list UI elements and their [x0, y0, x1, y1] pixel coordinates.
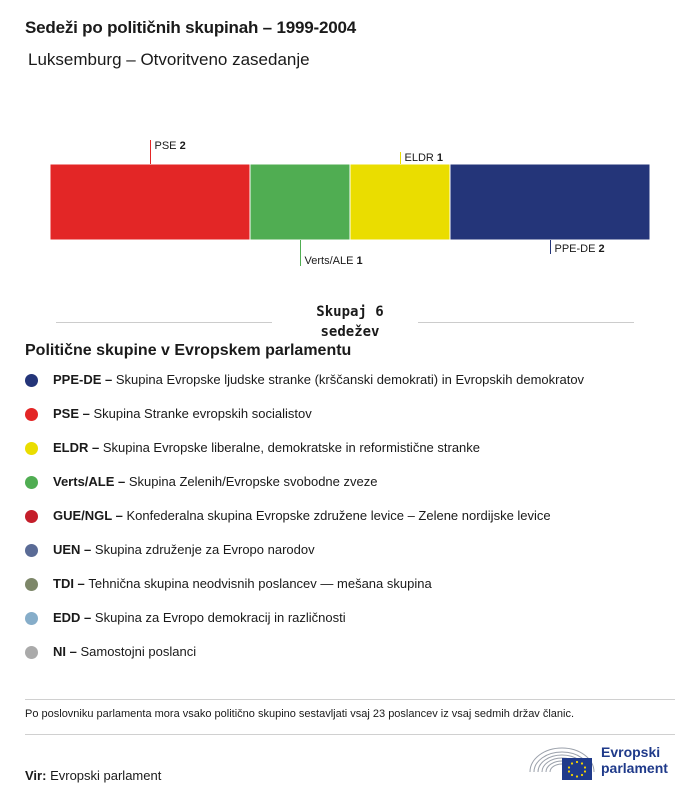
legend-abbr: Verts/ALE – [53, 474, 129, 489]
seat-bar-chart [0, 0, 700, 300]
legend-dot-eldr [25, 442, 38, 455]
legend-dot-verts-ale [25, 476, 38, 489]
legend-abbr: EDD – [53, 610, 95, 625]
legend-item-ni [25, 642, 685, 676]
legend-item-edd [25, 608, 685, 642]
legend-text-pse [53, 404, 312, 424]
legend-desc: Skupina Zelenih/Evropske svobodne zveze [128, 474, 378, 489]
legend-desc: Skupina združenje za Evropo narodov [94, 542, 315, 557]
bar-segment-pse [50, 164, 250, 240]
total-divider-left [56, 322, 272, 323]
legend-desc: Tehnična skupina neodvisnih poslancev — mešana skupina [88, 576, 432, 591]
legend-item-uen [25, 540, 685, 574]
legend-dot-edd [25, 612, 38, 625]
footer-divider-bottom [25, 734, 675, 735]
chart-title: Sedeži po političnih skupinah – 1999-2004 [25, 18, 356, 37]
source-value: Evropski parlament [50, 768, 162, 783]
legend-text-tdi [53, 574, 432, 594]
legend-desc: Skupina Evropske liberalne, demokratske in reformistične stranke [102, 440, 481, 455]
total-divider-right [418, 322, 634, 323]
legend-dot-ppe-de [25, 374, 38, 387]
legend-text-edd [53, 608, 346, 628]
legend-text-ni [53, 642, 196, 662]
legend-dot-gue-ngl [25, 510, 38, 523]
legend-item-gue-ngl [25, 506, 685, 540]
footnote: Po poslovniku parlamenta mora vsako politično skupino sestavljati vsaj 23 poslancev iz vsaj sedmih držav članic. [25, 708, 575, 720]
legend-desc: Skupina za Evropo demokracij in različnosti [94, 610, 346, 625]
legend-item-eldr [25, 438, 685, 472]
legend-desc: Samostojni poslanci [80, 644, 197, 659]
legend-text-uen [53, 540, 315, 560]
source-label: Vir: [25, 768, 47, 783]
legend-item-ppe-de [25, 370, 685, 404]
total-seats [0, 300, 700, 340]
legend [25, 370, 685, 676]
total-seats-label: Skupaj 6 sedežev [316, 304, 384, 340]
european-parliament-logo [528, 742, 678, 784]
legend-dot-tdi [25, 578, 38, 591]
legend-dot-uen [25, 544, 38, 557]
legend-abbr: ELDR – [53, 440, 103, 455]
legend-abbr: GUE/NGL – [53, 508, 127, 523]
legend-abbr: NI – [53, 644, 81, 659]
bar-segment-verts-ale [250, 164, 350, 240]
logo-line-1: Evropski [601, 744, 661, 760]
legend-text-gue-ngl [53, 506, 551, 526]
legend-desc: Skupina Evropske ljudske stranke (krščanski demokrati) in Evropskih demokratov [115, 372, 585, 387]
bar-segment-eldr [350, 164, 450, 240]
legend-desc: Konfederalna skupina Evropske združene levice – Zelene nordijske levice [126, 508, 551, 523]
footer-divider-top [25, 699, 675, 700]
legend-abbr: TDI – [53, 576, 89, 591]
segment-label-eldr: ELDR 1 [404, 152, 444, 164]
logo-line-2: parlament [601, 760, 668, 776]
segment-label-verts-ale: Verts/ALE 1 [304, 255, 363, 267]
source [25, 768, 161, 783]
chart-subtitle: Luksemburg – Otvoritveno zasedanje [28, 50, 310, 69]
legend-title: Politične skupine v Evropskem parlamentu [25, 342, 352, 359]
parliament-building-icon [528, 742, 598, 784]
legend-dot-ni [25, 646, 38, 659]
legend-text-ppe-de [53, 370, 584, 390]
segment-label-pse: PSE 2 [154, 140, 186, 152]
legend-item-verts-ale [25, 472, 685, 506]
legend-abbr: PPE-DE – [53, 372, 116, 387]
legend-abbr: UEN – [53, 542, 95, 557]
legend-abbr: PSE – [53, 406, 94, 421]
legend-text-eldr [53, 438, 480, 458]
legend-desc: Skupina Stranke evropskih socialistov [93, 406, 312, 421]
legend-dot-pse [25, 408, 38, 421]
legend-text-verts-ale [53, 472, 377, 492]
legend-item-pse [25, 404, 685, 438]
legend-item-tdi [25, 574, 685, 608]
segment-label-ppe-de: PPE-DE 2 [554, 243, 605, 255]
bar-segment-ppe-de [450, 164, 650, 240]
